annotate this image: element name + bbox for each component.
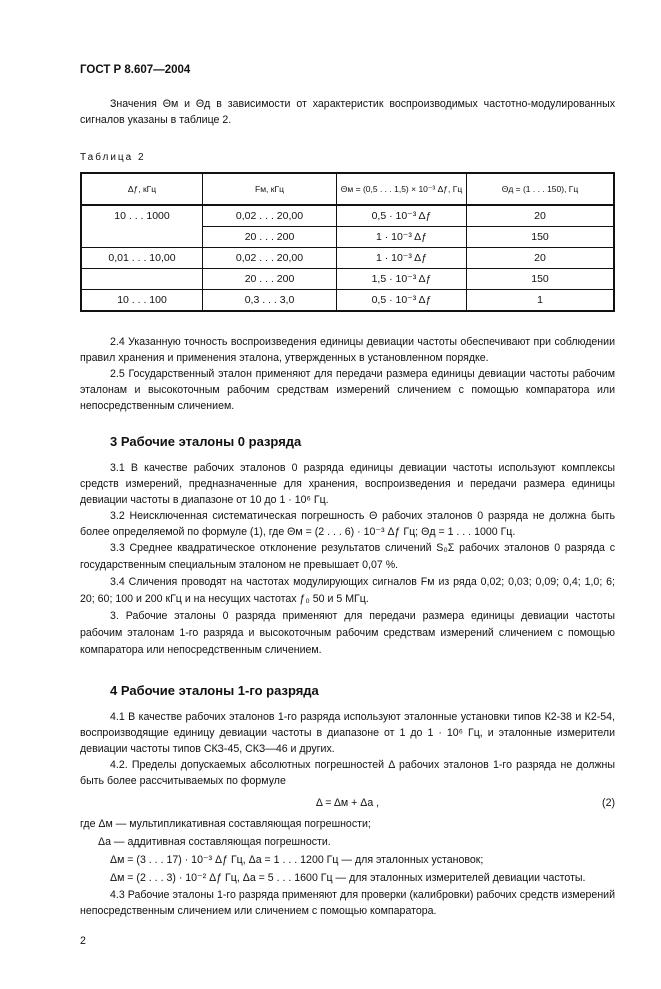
paragraph-3-4: 3.4 Сличения проводят на частотах модулирующих сигналов Fм из ряда 0,02; 0,03; 0,09; 0,4; 1,0; 6; 20; 60; 100 и 200 кГц и на несущих частотах ƒ₀ 50 и 5 МГц. bbox=[80, 576, 615, 605]
paragraph-4-2: 4.2. Пределы допускаемых абсолютных погрешностей Δ рабочих эталонов 1-го разряда не должны быть более рассчитываемых по формуле bbox=[80, 759, 615, 787]
table-cell bbox=[81, 269, 203, 290]
table-row bbox=[81, 227, 614, 248]
column-header: Θд = (1 . . . 150), Гц bbox=[467, 173, 615, 205]
column-header: Fм, кГц bbox=[203, 173, 337, 205]
intro-paragraph: Значения Θм и Θд в зависимости от характеристик воспроизводимых частотно-модулированных сигналов указаны в таблице 2. bbox=[80, 98, 615, 126]
table-cell: 0,01 . . . 10,00 bbox=[81, 248, 203, 269]
column-header: Δƒ, кГц bbox=[81, 173, 203, 205]
table-cell: 1 bbox=[467, 290, 615, 312]
page-number: 2 bbox=[80, 935, 86, 947]
section-4-heading: 4 Рабочие эталоны 1-го разряда bbox=[110, 683, 319, 698]
section-3-paragraphs bbox=[80, 460, 615, 659]
table-row bbox=[81, 248, 614, 269]
formula-expression: Δ = Δм + Δа , bbox=[315, 797, 380, 809]
paragraph-3-2: 3.2 Неисключенная систематическая погрешность Θ рабочих эталонов 0 разряда не должна быть более определяемой по формуле (1), где Θм = (2 . . . 6) · 10⁻³ Δƒ Гц; Θд = 1 . . . 1000 Гц. bbox=[80, 510, 615, 538]
case-meters: Δм = (2 . . . 3) · 10⁻² Δƒ Гц, Δа = 5 . . . 1600 Гц — для эталонных измерителей девиации частоты. bbox=[110, 872, 586, 884]
formula-number: (2) bbox=[602, 797, 615, 809]
table-cell: 1 · 10⁻³ Δƒ bbox=[337, 227, 467, 248]
table-cell: 10 . . . 100 bbox=[81, 290, 203, 312]
paragraph-2-5: 2.5 Государственный эталон применяют для передачи размера единицы девиации частоты рабочим эталонам и высокоточным рабочим средствам измерений сличением с помощью компаратора или непосредственным сличением. bbox=[80, 368, 615, 412]
paragraph-3-5: 3. Рабочие эталоны 0 разряда применяют для передачи размера единицы девиации частоты рабочим эталонам 1-го разряда и высокоточным рабочим средствам измерений сличением с помощью компаратора или непосредственным сличением. bbox=[80, 610, 615, 656]
table-cell: 0,02 . . . 20,00 bbox=[203, 205, 337, 227]
table-caption: Таблица 2 bbox=[80, 152, 146, 163]
table-cell: 20 . . . 200 bbox=[203, 269, 337, 290]
section-4-paragraphs bbox=[80, 709, 615, 919]
table-cell bbox=[81, 227, 203, 248]
where-clause-2: Δа — аддитивная составляющая погрешности. bbox=[98, 836, 331, 848]
paragraph-2-4: 2.4 Указанную точность воспроизведения единицы девиации частоты обеспечивают при соблюдении правил хранения и применения эталона, утвержденных в установленном порядке. bbox=[80, 336, 615, 364]
document-body bbox=[80, 0, 615, 989]
table-header-row bbox=[81, 173, 614, 205]
section-2-paragraphs bbox=[80, 334, 615, 414]
table-cell: 10 . . . 1000 bbox=[81, 205, 203, 227]
paragraph-4-3: 4.3 Рабочие эталоны 1-го разряда применяют для проверки (калибровки) рабочих средств измерений непосредственным сличением или сличением с помощью компаратора. bbox=[80, 889, 615, 917]
table-cell: 150 bbox=[467, 227, 615, 248]
table-cell: 20 bbox=[467, 248, 615, 269]
table-cell: 0,5 · 10⁻³ Δƒ bbox=[337, 290, 467, 312]
table-cell: 1,5 · 10⁻³ Δƒ bbox=[337, 269, 467, 290]
section-3-heading: 3 Рабочие эталоны 0 разряда bbox=[110, 434, 302, 449]
table-cell: 150 bbox=[467, 269, 615, 290]
table-cell: 20 . . . 200 bbox=[203, 227, 337, 248]
paragraph-4-1: 4.1 В качестве рабочих эталонов 1-го разряда используют эталонные установки типов К2-38 и К2-54, воспроизводящие единицу девиации частоты в диапазоне от 1 до 1 · 10⁶ Гц, и эталонные измерители девиации частоты типов СКЗ-45, СКЗ—46 и других. bbox=[80, 711, 615, 755]
table-2 bbox=[80, 172, 615, 312]
case-installations: Δм = (3 . . . 17) · 10⁻³ Δƒ Гц, Δа = 1 . . . 1200 Гц — для эталонных установок; bbox=[110, 854, 484, 866]
table-cell: 1 · 10⁻³ Δƒ bbox=[337, 248, 467, 269]
where-clause: где Δм — мультипликативная составляющая погрешности; bbox=[80, 818, 371, 830]
table-row bbox=[81, 269, 614, 290]
table-cell: 20 bbox=[467, 205, 615, 227]
document-header: ГОСТ Р 8.607—2004 bbox=[80, 64, 191, 76]
table-row bbox=[81, 290, 614, 312]
paragraph-3-1: 3.1 В качестве рабочих эталонов 0 разряда единицы девиации частоты используют комплексы средств измерений, предназначенные для хранения, воспроизведения и передачи размера единицы девиации частоты в диапазоне от 10 до 1 · 10⁶ Гц. bbox=[80, 462, 615, 506]
table-cell: 0,02 . . . 20,00 bbox=[203, 248, 337, 269]
paragraph-3-3: 3.3 Среднее квадратическое отклонение результатов сличений S₀Σ рабочих эталонов 0 разряда с государственным специальным эталоном не превышает 0,07 %. bbox=[80, 542, 615, 571]
table-cell: 0,3 . . . 3,0 bbox=[203, 290, 337, 312]
table-cell: 0,5 · 10⁻³ Δƒ bbox=[337, 205, 467, 227]
column-header: Θм = (0,5 . . . 1,5) × 10⁻³ Δƒ, Гц bbox=[337, 173, 467, 205]
table-row bbox=[81, 205, 614, 227]
formula-2 bbox=[80, 795, 615, 811]
